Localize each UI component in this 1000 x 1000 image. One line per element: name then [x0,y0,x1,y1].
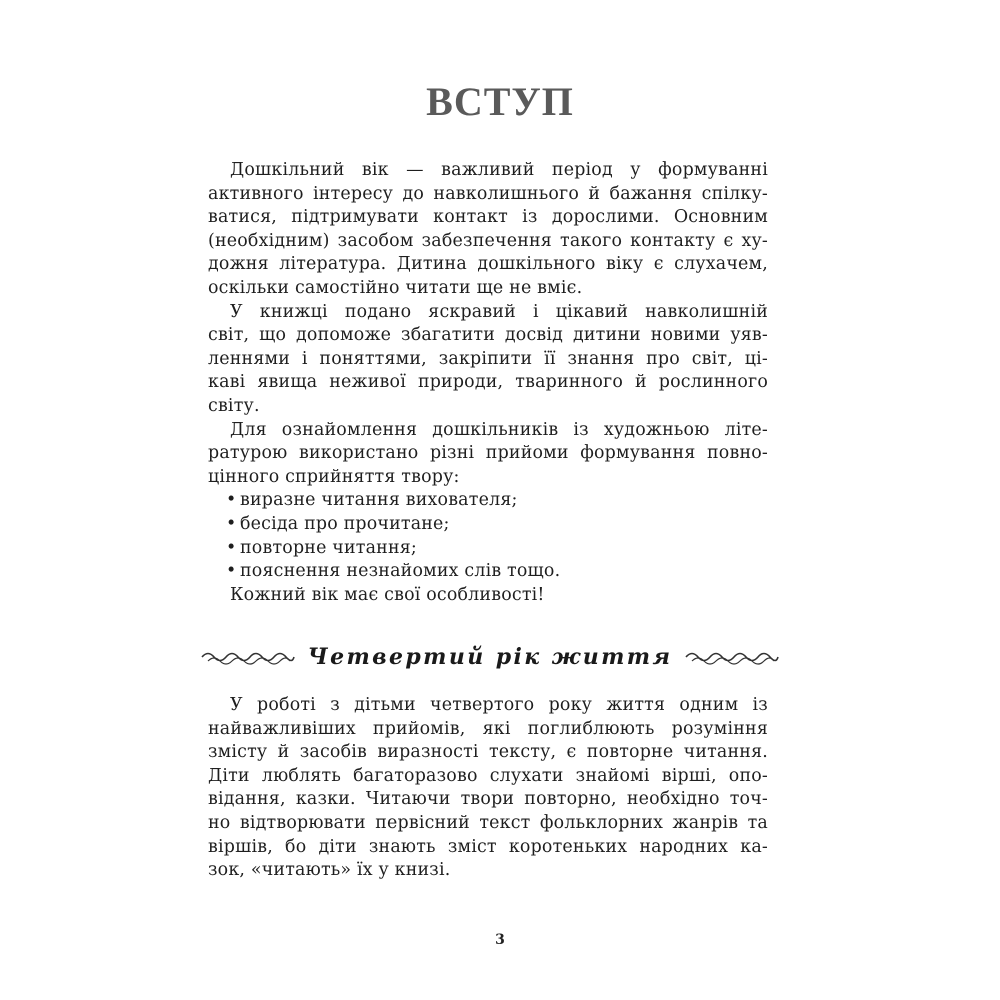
text-line: ватися, підтримувати контакт із дорослими. Основним [208,207,768,228]
intro-text [208,159,768,607]
text-line: відання, казки. Читаючи твори повторно, необхідно точ- [208,789,768,810]
text-line: віршів, бо діти знають зміст коротеньких народних ка- [208,836,768,857]
section-heading [200,634,780,680]
text-line: змісту й засобів виразності тексту, є повторне читання. [208,742,768,763]
page-number: 3 [495,932,505,948]
text-line: У книжці подано яскравий і цікавий навколишній [230,301,768,322]
text-line: Діти люблять багаторазово слухати знайомі вірші, опо- [208,765,768,786]
list-item [208,537,768,561]
text-line: У роботі з дітьми четвертого року життя одним із [230,695,768,715]
list-item [208,560,768,584]
bullet-mark: • [226,513,237,534]
closing-line: Кожний вік має свої особливості! [230,584,545,605]
bullet-mark: • [226,561,237,582]
list-item [208,489,768,513]
text-line: світ, що допоможе збагатити досвід дитини новими уяв- [208,325,768,346]
bullet-mark: • [226,537,237,558]
text-line: світу. [208,395,260,416]
text-line: каві явища неживої природи, тваринного й рослинного [208,372,768,393]
bullet-mark: • [226,490,237,511]
list-item-text: виразне читання вихователя; [240,490,518,511]
text-line: Дошкільний вік — важливий період у формуванні [230,160,768,180]
section-title: Четвертий рік життя [307,644,673,670]
list-item-text: пояснення незнайомих слів тощо. [240,561,561,582]
text-line: оскільки самостійно читати ще не вміє. [208,277,583,298]
section-text [208,694,768,883]
text-line: ратурою використано різні прийоми формування повно- [208,443,768,464]
wave-ornament-left-icon [200,647,296,667]
text-line: цінного сприйняття твору: [208,466,460,487]
list-item-text: бесіда про прочитане; [240,513,450,534]
list-item [208,513,768,537]
page-title: ВСТУП [426,79,574,124]
list-item-text: повторне читання; [240,537,417,558]
wave-ornament-right-icon [684,647,780,667]
text-line: активного інтересу до навколишнього й бажання спілку- [208,183,768,204]
text-line: но відтворювати первісний текст фольклорних жанрів та [208,812,768,833]
text-line: Для ознайомлення дошкільників із художньою літе- [230,419,768,440]
text-line: найважливіших прийомів, які поглиблюють розуміння [208,718,768,739]
text-line: дожня література. Дитина дошкільного віку є слухачем, [208,254,768,275]
text-line: зок, «читають» їх у книзі. [208,860,451,881]
text-line: (необхідним) засобом забезпечення такого контакту є ху- [208,230,768,251]
text-line: леннями і поняттями, закріпити її знання про світ, ці- [208,348,768,369]
